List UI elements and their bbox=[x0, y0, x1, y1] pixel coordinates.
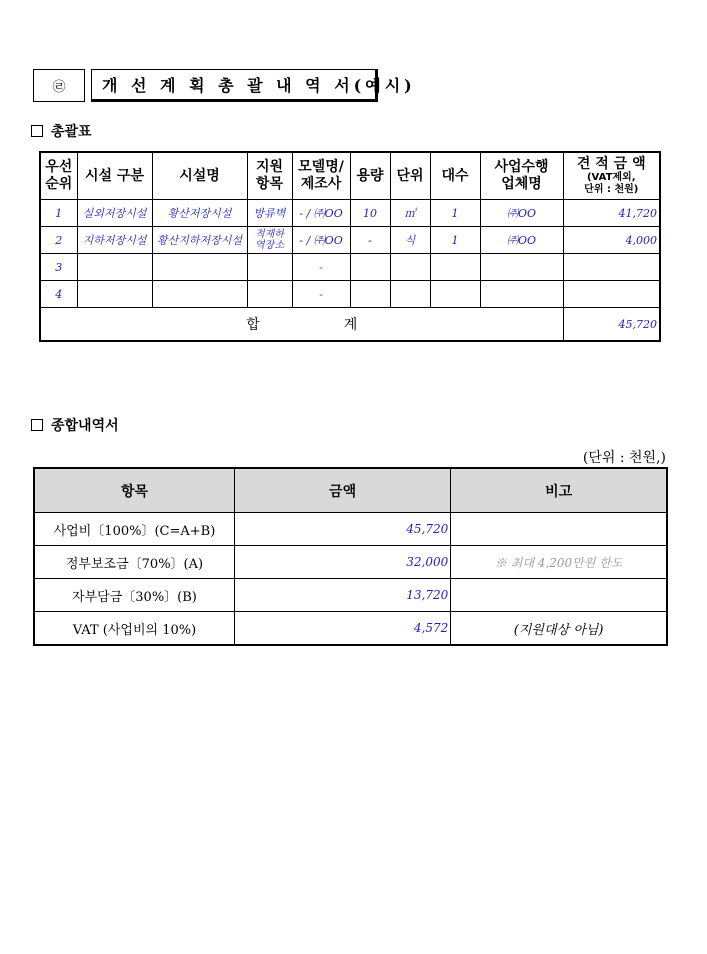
cell-model-maker: - bbox=[292, 281, 350, 308]
cell-count bbox=[430, 281, 480, 308]
section-detail-heading: 종합내역서 bbox=[31, 415, 119, 435]
table-row bbox=[40, 254, 660, 281]
cell-facility-name: 황산지하저장시설 bbox=[152, 227, 247, 254]
cell-capacity bbox=[350, 281, 390, 308]
cell-estimate: 4,000 bbox=[563, 227, 660, 254]
header-capacity: 용량 bbox=[350, 152, 390, 200]
cell-model-maker: - / ㈜OO bbox=[292, 200, 350, 227]
cell-remarks: ※ 최대 4,200만원 한도 bbox=[451, 546, 667, 579]
cell-item: 사업비〔100%〕(C=A+B) bbox=[34, 513, 234, 546]
header-facility-name: 시설명 bbox=[152, 152, 247, 200]
cell-order: 4 bbox=[40, 281, 77, 308]
cell-facility-type: 지하저장시설 bbox=[77, 227, 152, 254]
cell-order: 2 bbox=[40, 227, 77, 254]
cell-order: 3 bbox=[40, 254, 77, 281]
checkbox-square-icon bbox=[31, 419, 43, 431]
header-support-item: 지원 항목 bbox=[247, 152, 292, 200]
cell-capacity: - bbox=[350, 227, 390, 254]
table-row bbox=[34, 579, 667, 612]
summary-header-row bbox=[40, 152, 660, 200]
cell-support-item: 방류벽 bbox=[247, 200, 292, 227]
cell-facility-type bbox=[77, 254, 152, 281]
cell-unit bbox=[390, 254, 430, 281]
cell-facility-type: 실외저장시설 bbox=[77, 200, 152, 227]
cell-facility-name bbox=[152, 254, 247, 281]
cell-unit bbox=[390, 281, 430, 308]
table-row bbox=[34, 513, 667, 546]
table-row bbox=[40, 200, 660, 227]
cell-contractor: ㈜OO bbox=[480, 200, 563, 227]
cell-contractor: ㈜OO bbox=[480, 227, 563, 254]
cell-order: 1 bbox=[40, 200, 77, 227]
header-remarks: 비고 bbox=[451, 468, 667, 513]
header-order-label: 우선 순위 bbox=[45, 159, 73, 192]
cell-count: 1 bbox=[430, 227, 480, 254]
cell-capacity: 10 bbox=[350, 200, 390, 227]
total-label: 합 계 bbox=[40, 308, 563, 342]
cell-support-item bbox=[247, 254, 292, 281]
header-unit: 단위 bbox=[390, 152, 430, 200]
cell-model-maker: - bbox=[292, 254, 350, 281]
title-badge: ㉣ bbox=[33, 69, 85, 102]
cell-remarks bbox=[451, 579, 667, 612]
checkbox-square-icon bbox=[31, 125, 43, 137]
header-amount: 금액 bbox=[234, 468, 450, 513]
header-estimate bbox=[563, 152, 660, 200]
table-row bbox=[40, 227, 660, 254]
total-row bbox=[40, 308, 660, 342]
cell-model-maker: - / ㈜OO bbox=[292, 227, 350, 254]
cell-amount: 32,000 bbox=[234, 546, 450, 579]
title-text: 개 선 계 획 총 괄 내 역 서(예시) bbox=[91, 69, 378, 102]
document-title bbox=[33, 69, 416, 102]
unit-note: (단위 : 천원,) bbox=[582, 450, 666, 466]
cell-amount: 4,572 bbox=[234, 612, 450, 646]
cell-estimate bbox=[563, 254, 660, 281]
cell-unit: 식 bbox=[390, 227, 430, 254]
cell-capacity bbox=[350, 254, 390, 281]
cell-estimate: 41,720 bbox=[563, 200, 660, 227]
header-item: 항목 bbox=[34, 468, 234, 513]
header-estimate-note: (VAT제외, 단위 : 천원) bbox=[584, 172, 639, 195]
cell-remarks: (지원대상 아님) bbox=[451, 612, 667, 646]
cell-amount: 45,720 bbox=[234, 513, 450, 546]
cell-estimate bbox=[563, 281, 660, 308]
table-row bbox=[34, 546, 667, 579]
cell-count: 1 bbox=[430, 200, 480, 227]
cell-support-item: 적재하 역장소 bbox=[247, 227, 292, 254]
cell-amount: 13,720 bbox=[234, 579, 450, 612]
header-order bbox=[40, 152, 77, 200]
total-value: 45,720 bbox=[563, 308, 660, 342]
table-row bbox=[34, 612, 667, 646]
cell-support-item bbox=[247, 281, 292, 308]
cell-facility-name bbox=[152, 281, 247, 308]
cell-contractor bbox=[480, 281, 563, 308]
detail-header-row bbox=[34, 468, 667, 513]
cell-item: VAT (사업비의 10%) bbox=[34, 612, 234, 646]
table-row bbox=[40, 281, 660, 308]
cell-facility-name: 황산저장시설 bbox=[152, 200, 247, 227]
cell-count bbox=[430, 254, 480, 281]
cell-contractor bbox=[480, 254, 563, 281]
cell-unit: ㎥ bbox=[390, 200, 430, 227]
header-contractor: 사업수행 업체명 bbox=[480, 152, 563, 200]
header-count: 대수 bbox=[430, 152, 480, 200]
cell-remarks bbox=[451, 513, 667, 546]
cell-item: 자부담금〔30%〕(B) bbox=[34, 579, 234, 612]
cell-facility-type bbox=[77, 281, 152, 308]
header-model-maker: 모델명/ 제조사 bbox=[292, 152, 350, 200]
detail-table bbox=[33, 467, 668, 646]
header-facility-type: 시설 구분 bbox=[77, 152, 152, 200]
cell-item: 정부보조금〔70%〕(A) bbox=[34, 546, 234, 579]
summary-table bbox=[39, 151, 661, 342]
section-summary-heading: 총괄표 bbox=[31, 121, 92, 141]
header-estimate-title: 견 적 금 액 bbox=[576, 156, 646, 172]
